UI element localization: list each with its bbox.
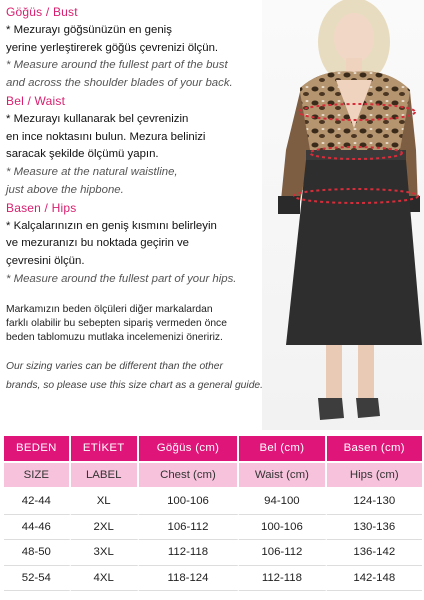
note-tr-line: farklı olabilir bu sebepten sipariş vermeden önce (6, 317, 227, 329)
sizing-note-tr (6, 303, 306, 345)
table-cell: 118-124 (139, 566, 240, 592)
header-cell: Basen (cm) (327, 436, 422, 463)
table-row (4, 540, 422, 566)
header-cell: BEDEN (4, 436, 71, 463)
table-cell: 42-44 (4, 489, 71, 515)
table-cell: XL (71, 489, 139, 515)
bust-tr-line: * Mezurayı göğsünüzün en geniş (6, 23, 172, 36)
table-row (4, 515, 422, 541)
header-cell: Bel (cm) (239, 436, 326, 463)
table-cell: 142-148 (327, 566, 422, 592)
header-cell: ETİKET (71, 436, 139, 463)
waist-title: Bel / Waist (6, 93, 66, 108)
hips-tr-line: * Kalçalarınızın en geniş kısmını belirleyin (6, 219, 217, 232)
note-en-line: Our sizing varies can be different than the other (6, 360, 223, 372)
bust-en-line: * Measure around the fullest part of the bust (6, 59, 228, 72)
hips-title: Basen / Hips (6, 200, 77, 215)
waist-tr-line: en ince noktasını bulun. Mezura belinizi (6, 130, 206, 143)
header-cell: LABEL (71, 463, 139, 490)
table-cell: 44-46 (4, 515, 71, 541)
table-cell: 2XL (71, 515, 139, 541)
header-cell: Chest (cm) (139, 463, 240, 490)
bust-en-line: and across the shoulder blades of your back. (6, 77, 233, 90)
bust-tr-line: yerine yerleştirerek göğüs çevrenizi ölçün. (6, 41, 219, 54)
table-header-en (4, 463, 422, 490)
table-cell: 124-130 (327, 489, 422, 515)
table-cell: 112-118 (139, 540, 240, 566)
table-row (4, 566, 422, 592)
header-cell: Waist (cm) (239, 463, 326, 490)
table-cell: 136-142 (327, 540, 422, 566)
waist-tr-line: * Mezurayı kullanarak bel çevrenizin (6, 112, 189, 125)
waist-en-line: * Measure at the natural waistline, (6, 166, 178, 179)
size-table (4, 436, 422, 591)
header-cell: SIZE (4, 463, 71, 490)
table-cell: 130-136 (327, 515, 422, 541)
note-tr-line: Markamızın beden ölçüleri diğer markalardan (6, 303, 213, 315)
waist-tr-line: saracak şekilde ölçümü yapın. (6, 148, 159, 161)
table-header-tr (4, 436, 422, 463)
hips-tr-line: ve mezuranızı bu noktada geçirin ve (6, 237, 189, 250)
waist-en-line: just above the hipbone. (6, 183, 124, 196)
table-cell: 52-54 (4, 566, 71, 592)
table-cell: 100-106 (239, 515, 326, 541)
table-cell: 4XL (71, 566, 139, 592)
table-cell: 106-112 (139, 515, 240, 541)
header-cell: Hips (cm) (327, 463, 422, 490)
note-en-line: brands, so please use this size chart as a general guide. (6, 379, 264, 391)
header-cell: Göğüs (cm) (139, 436, 240, 463)
sizing-note-en (6, 357, 306, 395)
table-cell: 48-50 (4, 540, 71, 566)
hips-tr-line: çevresini ölçün. (6, 255, 85, 268)
measurement-instructions (6, 4, 306, 395)
table-cell: 3XL (71, 540, 139, 566)
table-cell: 100-106 (139, 489, 240, 515)
note-tr-line: beden tablomuzu mutlaka incelemenizi öneririz. (6, 331, 223, 343)
bust-title: Göğüs / Bust (6, 5, 78, 19)
table-row (4, 489, 422, 515)
hips-en-line: * Measure around the fullest part of your hips. (6, 272, 237, 285)
table-cell: 106-112 (239, 540, 326, 566)
table-cell: 112-118 (239, 566, 326, 592)
table-cell: 94-100 (239, 489, 326, 515)
